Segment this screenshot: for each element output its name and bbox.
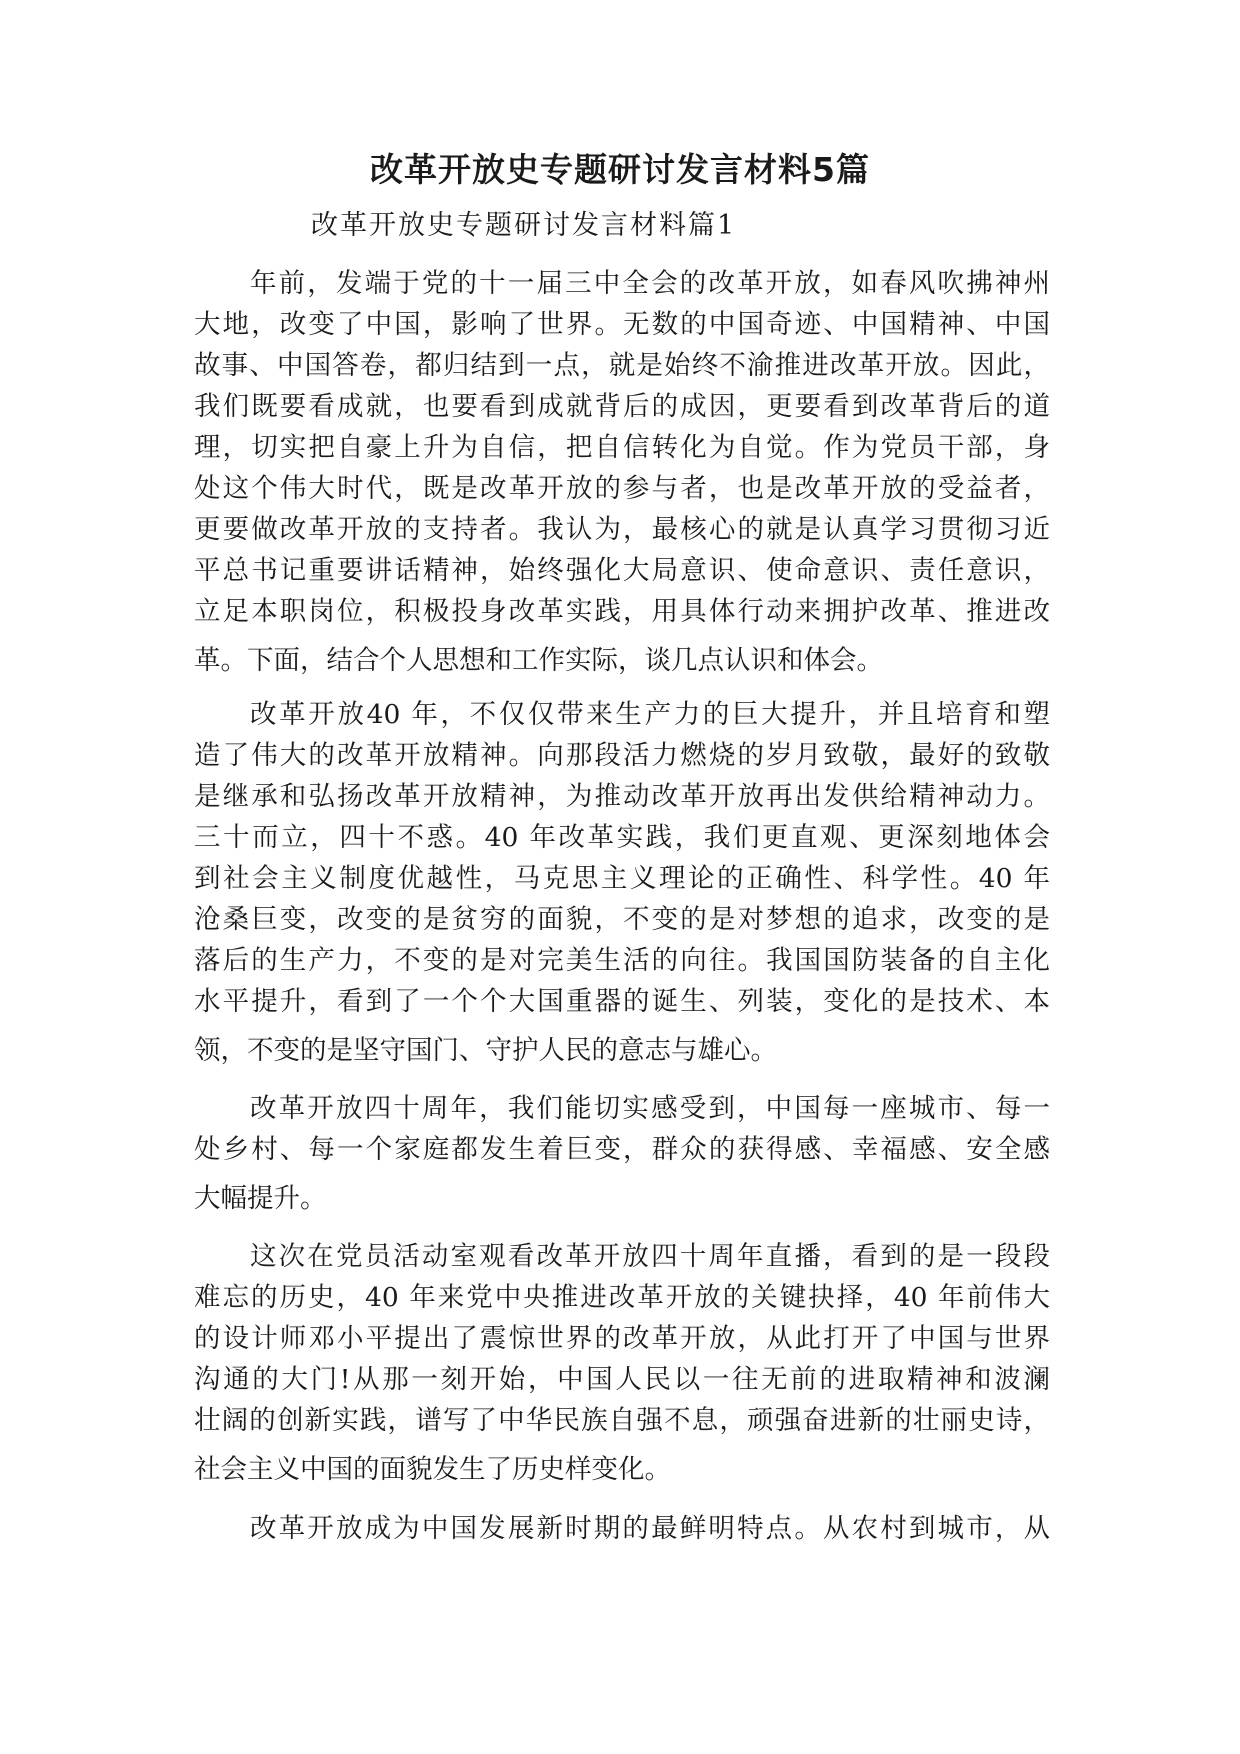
paragraph-line: 沟通的大门!从那一刻开始，中国人民以一往无前的进取精神和波澜 bbox=[194, 1364, 1050, 1395]
paragraph-line: 理，切实把自豪上升为自信，把自信转化为自觉。作为党员干部，身 bbox=[194, 432, 1050, 463]
paragraph-line: 社会主义中国的面貌发生了历史样变化。 bbox=[194, 1454, 671, 1485]
paragraph-4 bbox=[194, 1236, 1050, 1490]
paragraph-5 bbox=[194, 1508, 1050, 1549]
paragraph-line: 年前，发端于党的十一届三中全会的改革开放，如春风吹拂神州 bbox=[250, 268, 1050, 299]
paragraph-line: 是继承和弘扬改革开放精神，为推动改革开放再出发供给精神动力。 bbox=[194, 781, 1050, 812]
paragraph-line: 造了伟大的改革开放精神。向那段活力燃烧的岁月致敬，最好的致敬 bbox=[194, 740, 1050, 771]
paragraph-line: 沧桑巨变，改变的是贫穷的面貌，不变的是对梦想的追求，改变的是 bbox=[194, 904, 1050, 935]
paragraph-line: 更要做改革开放的支持者。我认为，最核心的就是认真学习贯彻习近 bbox=[194, 514, 1050, 545]
paragraph-line: 我们既要看成就，也要看到成就背后的成因，更要看到改革背后的道 bbox=[194, 391, 1050, 422]
paragraph-1 bbox=[194, 263, 1050, 681]
paragraph-line: 壮阔的创新实践，谱写了中华民族自强不息，顽强奋进新的壮丽史诗， bbox=[194, 1405, 1050, 1436]
paragraph-line: 改革开放40 年，不仅仅带来生产力的巨大提升，并且培育和塑 bbox=[250, 699, 1050, 730]
paragraph-line: 改革开放四十周年，我们能切实感受到，中国每一座城市、每一 bbox=[250, 1093, 1050, 1124]
paragraph-line: 三十而立，四十不惑。40 年改革实践，我们更直观、更深刻地体会 bbox=[194, 822, 1050, 853]
paragraph-2 bbox=[194, 694, 1050, 1071]
paragraph-line: 处这个伟大时代，既是改革开放的参与者，也是改革开放的受益者， bbox=[194, 473, 1050, 504]
paragraph-line: 平总书记重要讲话精神，始终强化大局意识、使命意识、责任意识， bbox=[194, 555, 1050, 586]
paragraph-line: 领，不变的是坚守国门、守护人民的意志与雄心。 bbox=[194, 1035, 777, 1066]
paragraph-line: 立足本职岗位，积极投身改革实践，用具体行动来拥护改革、推进改 bbox=[194, 596, 1050, 627]
paragraph-line: 处乡村、每一个家庭都发生着巨变，群众的获得感、幸福感、安全感 bbox=[194, 1134, 1050, 1165]
paragraph-3 bbox=[194, 1088, 1050, 1219]
paragraph-line: 这次在党员活动室观看改革开放四十周年直播，看到的是一段段 bbox=[250, 1241, 1050, 1272]
paragraph-line: 改革开放成为中国发展新时期的最鲜明特点。从农村到城市，从 bbox=[250, 1513, 1050, 1544]
paragraph-line: 难忘的历史，40 年来党中央推进改革开放的关键抉择，40 年前伟大 bbox=[194, 1282, 1050, 1313]
paragraph-line: 到社会主义制度优越性，马克思主义理论的正确性、科学性。40 年 bbox=[194, 863, 1050, 894]
document-title: 改革开放史专题研讨发言材料5篇 bbox=[370, 150, 870, 189]
paragraph-line: 的设计师邓小平提出了震惊世界的改革开放，从此打开了中国与世界 bbox=[194, 1323, 1050, 1354]
paragraph-line: 革。下面，结合个人思想和工作实际，谈几点认识和体会。 bbox=[194, 645, 883, 676]
paragraph-line: 故事、中国答卷，都归结到一点，就是始终不渝推进改革开放。因此， bbox=[194, 350, 1050, 381]
paragraph-line: 大地，改变了中国，影响了世界。无数的中国奇迹、中国精神、中国 bbox=[194, 309, 1050, 340]
paragraph-line: 落后的生产力，不变的是对完美生活的向往。我国国防装备的自主化 bbox=[194, 945, 1050, 976]
paragraph-line: 大幅提升。 bbox=[194, 1183, 327, 1214]
paragraph-line: 水平提升，看到了一个个大国重器的诞生、列装，变化的是技术、本 bbox=[194, 986, 1050, 1017]
document-subtitle: 改革开放史专题研讨发言材料篇1 bbox=[311, 210, 737, 241]
